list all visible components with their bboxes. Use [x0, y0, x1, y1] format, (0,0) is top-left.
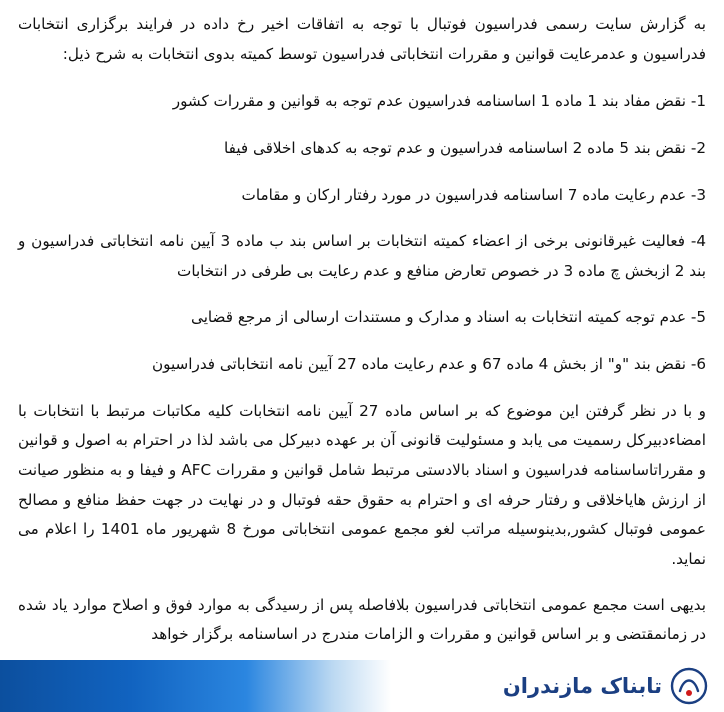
list-item: 5- عدم توجه کمیته انتخابات به اسناد و مدارک و مستندات ارسالی از مرجع قضایی	[191, 308, 706, 327]
tabnak-logo-icon	[670, 667, 708, 705]
document-body	[18, 10, 706, 650]
site-logo	[493, 660, 718, 712]
final-paragraph: بدیهی است مجمع عمومی انتخاباتی فدراسیون بلافاصله پس از رسیدگی به موارد فوق و اصلاح موارد یاد شده در زمانمقتضی و بر اساس قوانین و مقررات و الزامات مندرج در اساسنامه برگزار خواهد	[18, 595, 706, 644]
intro-paragraph: به گزارش سایت رسمی فدراسیون فوتبال با توجه به اتفاقات اخیر رخ داده در فرایند برگزاری انتخابات فدراسیون و عدمرعایت قوانین و مقررات انتخاباتی فدراسیون توسط کمیته بدوی انتخابات به شرح ذیل:	[18, 15, 706, 63]
closing-paragraph: و با در نظر گرفتن این موضوع که بر اساس ماده 27 آیین نامه انتخابات کلیه مکاتبات مرتبط با انتخابات با امضاءدبیرکل رسمیت می یابد و مسئولیت قانونی آن بر عهده دبیرکل می باشد لذا در احترام به اصول و قوانین و مقرراتاساسنامه فدراسیون و اسناد بالادستی مرتبط شامل قوانین و مقررات AFC و فیفا و به منظور صیانت از ارزش هایاخلاقی و رفتار حرفه ای و احترام به حقوق حقه فوتبال و در نهایت در جهت حفظ منافع و مصالح عمومی فوتبال کشور,بدینوسیله مراتب لغو مجمع عمومی انتخاباتی مورخ 8 شهریور ماه 1401 را اعلام می نماید.	[18, 401, 707, 568]
list-item: 6- نقض بند "و" از بخش 4 ماده 67 و عدم رعایت ماده 27 آیین نامه انتخاباتی فدراسیون	[151, 355, 706, 374]
list-item: 2- نقض بند 5 ماده 2 اساسنامه فدراسیون و عدم توجه به کدهای اخلاقی فیفا	[224, 138, 706, 157]
site-brand-label: تابناک مازندران	[502, 674, 662, 698]
list-item: 3- عدم رعایت ماده 7 اساسنامه فدراسیون در مورد رفتار ارکان و مقامات	[241, 185, 706, 204]
footer-band	[0, 660, 724, 712]
list-item: 4- فعالیت غیرقانونی برخی از اعضاء کمیته انتخابات بر اساس بند ب ماده 3 آیین نامه انتخاباتی فدراسیون و بند 2 ازبخش چ ماده 3 در خصوص تعارض منافع و عدم رعایت بی طرفی در انتخابات	[18, 232, 706, 280]
list-item: 1- نقض مفاد بند 1 ماده 1 اساسنامه فدراسیون عدم توجه به قوانین و مقررات کشور	[172, 92, 706, 111]
